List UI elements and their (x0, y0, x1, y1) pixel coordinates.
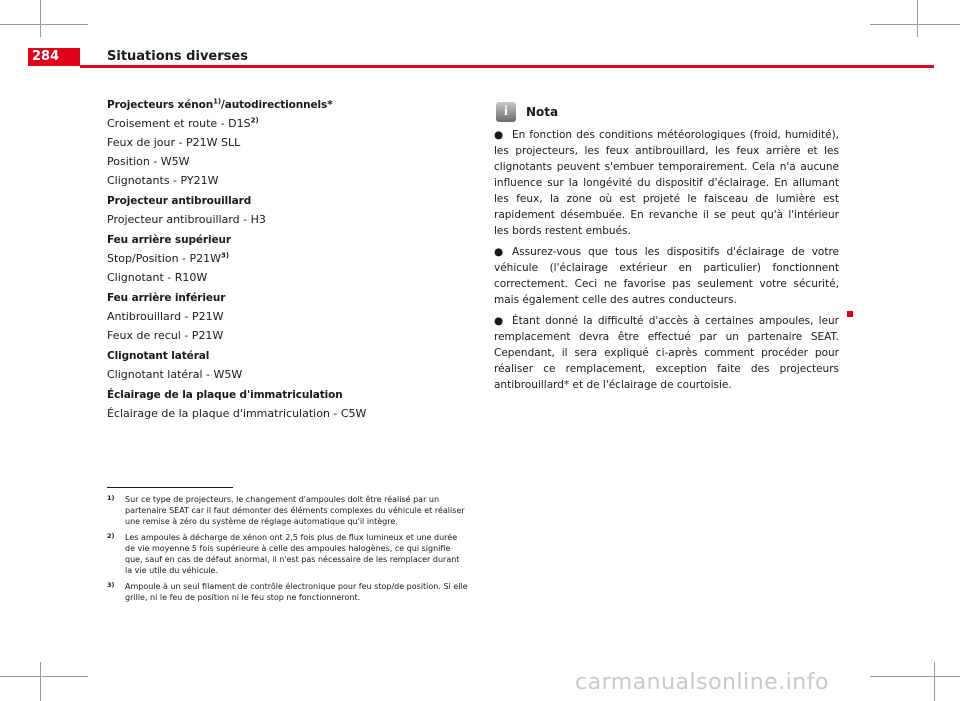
spec-line (107, 309, 467, 325)
footnote-ref: 2) (250, 116, 259, 125)
bullet-icon: ● (494, 315, 504, 327)
crop-mark (0, 676, 88, 677)
crop-mark (934, 662, 935, 701)
spec-heading: Feu arrière inférieur (107, 292, 226, 304)
spec-group-side-indicator (107, 348, 467, 383)
spec-heading: Projecteur antibrouillard (107, 195, 252, 207)
spec-line (107, 154, 467, 170)
footnote (107, 532, 469, 576)
spec-group-fog (107, 193, 467, 228)
header-rule (80, 65, 934, 68)
spec-line-text: Clignotants - PY21W (107, 174, 219, 187)
bullet-icon: ● (494, 246, 504, 258)
note-bullet (494, 244, 839, 308)
note-bullet-text: Étant donné la difficulté d'accès à certaines ampoules, leur remplacement devra être effectué par un partenaire SEAT. Cependant, il sera expliqué ci-après comment procéder pour réaliser ce remplacement, exception faite des projecteurs antibrouillard* et de l'éclairage de courtoisie. (494, 315, 839, 391)
spec-heading-text: Projecteurs xénon (107, 99, 214, 111)
crop-mark (917, 0, 918, 37)
spec-heading: Clignotant latéral (107, 350, 210, 362)
spec-group-rear-upper (107, 232, 467, 286)
footnote-mark: 2) (107, 532, 115, 540)
spec-heading: Éclairage de la plaque d'immatriculation (107, 389, 343, 401)
crop-mark (40, 662, 41, 701)
footnote-rule (107, 487, 233, 488)
page-number: 284 (28, 48, 80, 66)
footnote-mark: 3) (107, 581, 115, 589)
spec-heading: Feu arrière supérieur (107, 234, 231, 246)
note-title: Nota (526, 105, 559, 119)
spec-group-rear-lower (107, 290, 467, 344)
spec-group-xenon (107, 97, 467, 189)
crop-mark (40, 0, 41, 37)
note-bullet-text: Assurez-vous que tous les dispositifs d'éclairage de votre véhicule (l'éclairage extérieur en particulier) fonctionnent correctement. Ceci ne favorise pas seulement votre sécurité, mais également celle des autres conducteurs. (494, 246, 839, 306)
section-end-marker (847, 311, 853, 317)
spec-line-text: Éclairage de la plaque d'immatriculation - C5W (107, 407, 367, 420)
footnote (107, 494, 469, 527)
spec-line (107, 251, 467, 267)
bullet-icon: ● (494, 129, 504, 141)
info-icon: i (496, 102, 516, 122)
spec-line-text: Projecteur antibrouillard - H3 (107, 213, 266, 226)
footnotes (107, 494, 469, 608)
crop-mark (870, 24, 960, 25)
spec-line (107, 135, 467, 151)
spec-line (107, 270, 467, 286)
footnote-ref: 3) (221, 251, 230, 260)
section-title: Situations diverses (107, 49, 248, 64)
spec-line-text: Feux de recul - P21W (107, 329, 224, 342)
spec-line (107, 212, 467, 228)
watermark: carmanualsonline.info (575, 670, 829, 695)
spec-line (107, 116, 467, 132)
footnote-ref: 1) (213, 97, 221, 106)
footnote-text: Les ampoules à décharge de xénon ont 2,5 fois plus de flux lumineux et une durée de vie moyenne 5 fois supérieure à celle des ampoules halogènes, ce qui signifie que, sauf en cas de défaut anormal, il n'est pas nécessaire de les remplacer durant la vie utile du véhicule. (125, 533, 460, 575)
spec-line-text: Position - W5W (107, 155, 190, 168)
spec-line-text: Feux de jour - P21W SLL (107, 136, 241, 149)
spec-line-text: Antibrouillard - P21W (107, 310, 224, 323)
footnote-text: Sur ce type de projecteurs, le changement d'ampoules doit être réalisé par un partenaire SEAT car il faut démonter des éléments complexes du véhicule et réaliser une remise à zéro du système de réglage automatique qu'il intègre. (125, 495, 465, 526)
crop-mark (870, 676, 960, 677)
note-section (494, 101, 839, 398)
note-header (494, 101, 839, 123)
note-bullet-text: En fonction des conditions météorologiques (froid, humidité), les projecteurs, les feux antibrouillard, les feux arrière et les clignotants peuvent s'embuer temporairement. Cela n'a aucune influence sur la longévité du dispositif d'éclairage. En allumant les feux, la zone où est projeté le faisceau de lumière est rapidement désembuée. En revanche il se peut qu'à l'intérieur les bords restent embués. (494, 129, 839, 237)
note-bullet (494, 127, 839, 239)
footnote (107, 581, 469, 603)
footnote-text: Ampoule à un seul filament de contrôle électronique pour feu stop/de position. Si elle grille, ni le feu de position ni le feu stop ne fonctionneront. (125, 582, 468, 602)
footnote-mark: 1) (107, 494, 115, 502)
spec-heading (107, 97, 467, 113)
spec-line-text: Clignotant - R10W (107, 271, 208, 284)
spec-line (107, 367, 467, 383)
spec-group-plate-light (107, 387, 467, 422)
spec-line (107, 173, 467, 189)
note-bullet (494, 313, 839, 393)
spec-line-text: Croisement et route - D1S (107, 117, 251, 130)
spec-line (107, 406, 467, 422)
crop-mark (0, 24, 88, 25)
spec-line (107, 328, 467, 344)
bulb-spec-list (107, 97, 467, 426)
spec-heading-suffix: /autodirectionnels* (220, 99, 333, 111)
spec-line-text: Stop/Position - P21W (107, 252, 222, 265)
spec-line-text: Clignotant latéral - W5W (107, 368, 243, 381)
